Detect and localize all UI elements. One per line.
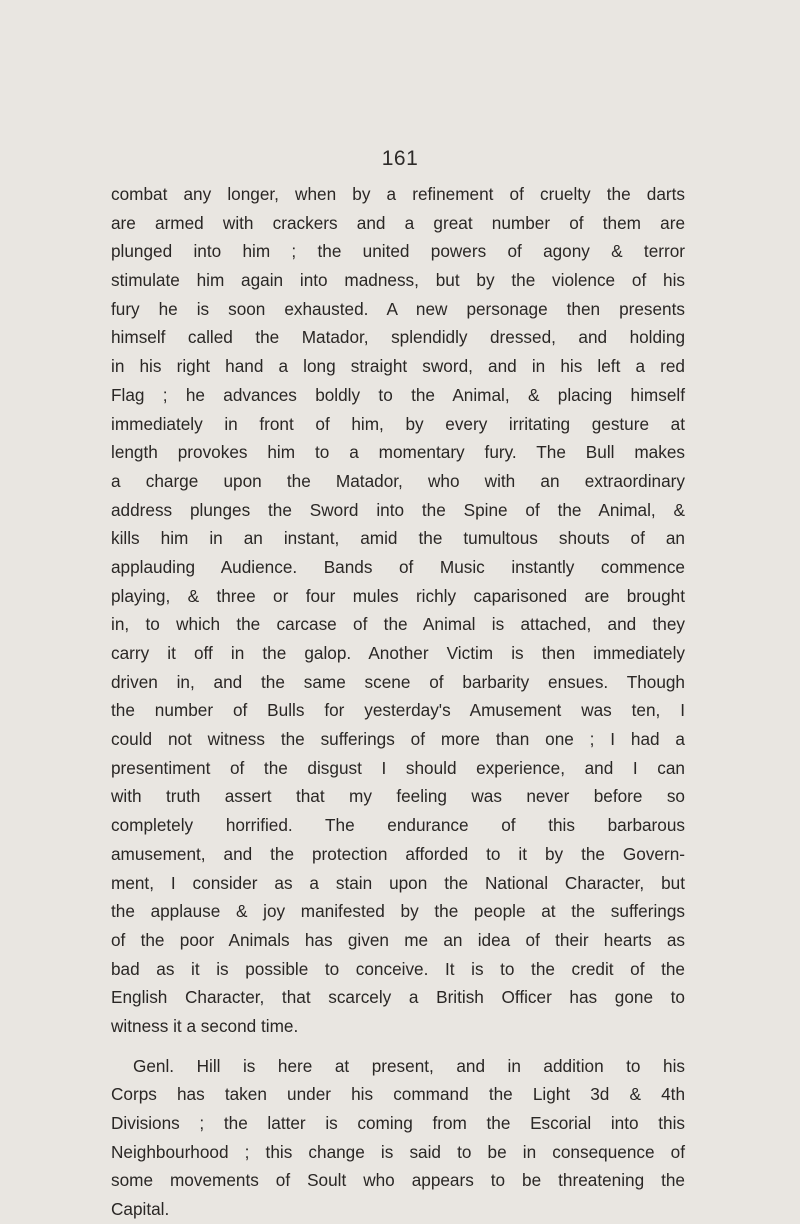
text-line: length provokes him to a momentary fury. The Bull makes [111, 442, 685, 463]
text-line: with truth assert that my feeling was never before so [111, 786, 685, 807]
text-line: ment, I consider as a stain upon the National Character, but [111, 872, 685, 893]
text-line: the number of Bulls for yesterday's Amusement was ten, I [111, 700, 685, 721]
text-line: the applause & joy manifested by the people at the sufferings [111, 901, 685, 922]
text-line: completely horrified. The endurance of this barbarous [111, 815, 685, 836]
text-line: presentiment of the disgust I should experience, and I can [111, 757, 685, 778]
text-line: in, to which the carcase of the Animal is attached, and they [111, 614, 685, 635]
text-line: some movements of Soult who appears to be threatening the [111, 1170, 685, 1191]
text-line: Divisions ; the latter is coming from the Escorial into this [111, 1113, 685, 1133]
text-line: witness it a second time. [111, 1015, 299, 1036]
text-line: fury he is soon exhausted. A new personage then presents [111, 298, 685, 319]
text-line: Genl. Hill is here at present, and in addition to his [133, 1055, 685, 1076]
text-line: a charge upon the Matador, who with an extraordinary [111, 470, 685, 491]
text-line: playing, & three or four mules richly caparisoned are brought [111, 585, 685, 606]
text-line: plunged into him ; the united powers of agony & terror [111, 241, 685, 262]
text-line: in his right hand a long straight sword, and in his left a red [111, 356, 685, 377]
text-line: carry it off in the galop. Another Victim is then immediately [111, 643, 685, 663]
text-line: address plunges the Sword into the Spine of the Animal, & [111, 499, 685, 520]
text-line: Neighbourhood ; this change is said to be in consequence of [111, 1141, 685, 1162]
text-line: are armed with crackers and a great number of them are [111, 212, 685, 233]
text-line: Flag ; he advances boldly to the Animal, & placing himself [111, 384, 685, 405]
text-line: Capital. [111, 1199, 170, 1220]
paragraph-2 [111, 1052, 685, 1224]
text-line: combat any longer, when by a refinement of cruelty the darts [111, 184, 685, 204]
text-line: English Character, that scarcely a British Officer has gone to [111, 987, 685, 1008]
page-number: 161 [381, 147, 419, 170]
text-line: of the poor Animals has given me an idea of their hearts as [111, 929, 685, 950]
body-text [111, 180, 685, 1224]
text-line: himself called the Matador, splendidly dressed, and holding [111, 327, 685, 348]
text-line: could not witness the sufferings of more than one ; I had a [111, 729, 685, 750]
text-line: Corps has taken under his command the Light 3d & 4th [111, 1084, 685, 1105]
text-line: driven in, and the same scene of barbarity ensues. Though [111, 671, 685, 692]
text-line: amusement, and the protection afforded to it by the Govern- [111, 843, 685, 864]
text-line: immediately in front of him, by every irritating gesture at [111, 413, 685, 434]
text-line: applauding Audience. Bands of Music instantly commence [111, 556, 685, 577]
text-line: bad as it is possible to conceive. It is to the credit of the [111, 958, 685, 979]
text-line: stimulate him again into madness, but by the violence of his [111, 270, 685, 291]
paragraph-1 [111, 180, 685, 1041]
text-line: kills him in an instant, amid the tumultous shouts of an [111, 528, 685, 549]
